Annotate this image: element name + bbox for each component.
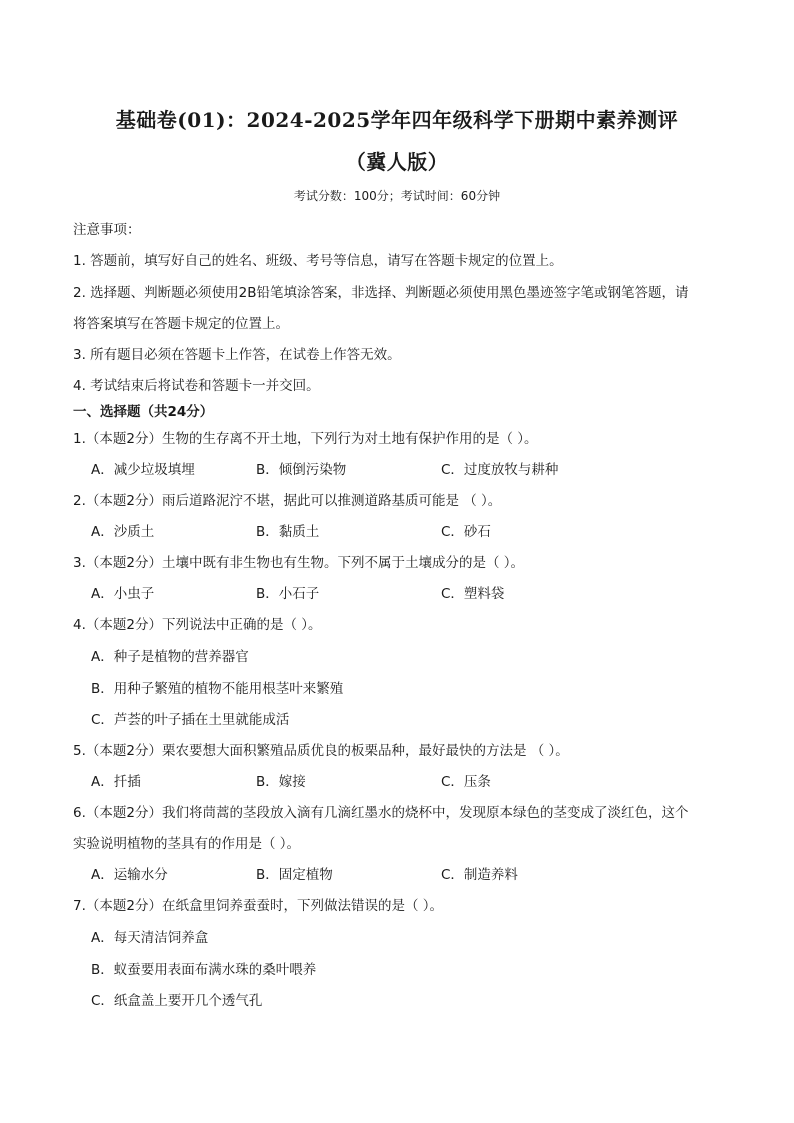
exam-title: 基础卷(01)：2024-2025学年四年级科学下册期中素养测评 <box>115 108 679 132</box>
question-stem: 4.（本题2分）下列说法中正确的是（ ）。 <box>73 617 322 633</box>
question-stem: 2.（本题2分）雨后道路泥泞不堪，据此可以推测道路基质可能是 （ ）。 <box>73 493 502 509</box>
option-a: A．减少垃圾填埋 <box>91 462 195 478</box>
question-stem: 6.（本题2分）我们将茼蒿的茎段放入滴有几滴红墨水的烧杯中，发现原本绿色的茎变成了淡红色，这个 <box>73 805 689 821</box>
option-c: C．塑料袋 <box>441 586 505 602</box>
option-c: C．压条 <box>441 774 491 790</box>
option-a: A．种子是植物的营养器官 <box>91 649 249 665</box>
note-item: 1. 答题前，填写好自己的姓名、班级、考号等信息，请写在答题卡规定的位置上。 <box>73 253 563 269</box>
option-c: C．过度放牧与耕种 <box>441 462 559 478</box>
option-b: B．蚁蚕要用表面布满水珠的桑叶喂养 <box>91 962 317 978</box>
section-heading: 一、选择题（共24分） <box>73 404 214 420</box>
question-stem: 5.（本题2分）栗农要想大面积繁殖品质优良的板栗品种，最好最快的方法是 （ ）。 <box>73 743 569 759</box>
note-item: 4. 考试结束后将试卷和答题卡一并交回。 <box>73 378 320 394</box>
note-item: 将答案填写在答题卡规定的位置上。 <box>73 316 289 332</box>
note-item: 3. 所有题目必须在答题卡上作答，在试卷上作答无效。 <box>73 347 401 363</box>
option-a: A．扦插 <box>91 774 141 790</box>
option-c: C．纸盒盖上要开几个透气孔 <box>91 993 263 1009</box>
question-stem: 3.（本题2分）土壤中既有非生物也有生物。下列不属于土壤成分的是（ ）。 <box>73 555 525 571</box>
option-c: C．芦荟的叶子插在土里就能成活 <box>91 712 290 728</box>
option-b: B．黏质土 <box>256 524 320 540</box>
option-a: A．沙质土 <box>91 524 155 540</box>
option-a: A．运输水分 <box>91 867 168 883</box>
exam-meta: 考试分数：100分；考试时间：60分钟 <box>293 189 501 203</box>
option-c: C．砂石 <box>441 524 491 540</box>
notes-heading: 注意事项： <box>73 222 141 238</box>
option-c: C．制造养料 <box>441 867 518 883</box>
question-stem: 1.（本题2分）生物的生存离不开土地，下列行为对土地有保护作用的是（ ）。 <box>73 431 538 447</box>
option-b: B．倾倒污染物 <box>256 462 347 478</box>
option-b: B．嫁接 <box>256 774 306 790</box>
option-a: A．每天清洁饲养盒 <box>91 930 209 946</box>
option-b: B．用种子繁殖的植物不能用根茎叶来繁殖 <box>91 681 344 697</box>
option-b: B．小石子 <box>256 586 320 602</box>
note-item: 2. 选择题、判断题必须使用2B铅笔填涂答案，非选择、判断题必须使用黑色墨迹签字笔或钢笔答题，请 <box>73 285 689 301</box>
question-stem-cont: 实验说明植物的茎具有的作用是（ ）。 <box>73 836 301 852</box>
exam-subtitle: （冀人版） <box>345 150 449 174</box>
question-stem: 7.（本题2分）在纸盒里饲养蚕蚕时，下列做法错误的是（ ）。 <box>73 898 444 914</box>
option-a: A．小虫子 <box>91 586 155 602</box>
option-b: B．固定植物 <box>256 867 333 883</box>
